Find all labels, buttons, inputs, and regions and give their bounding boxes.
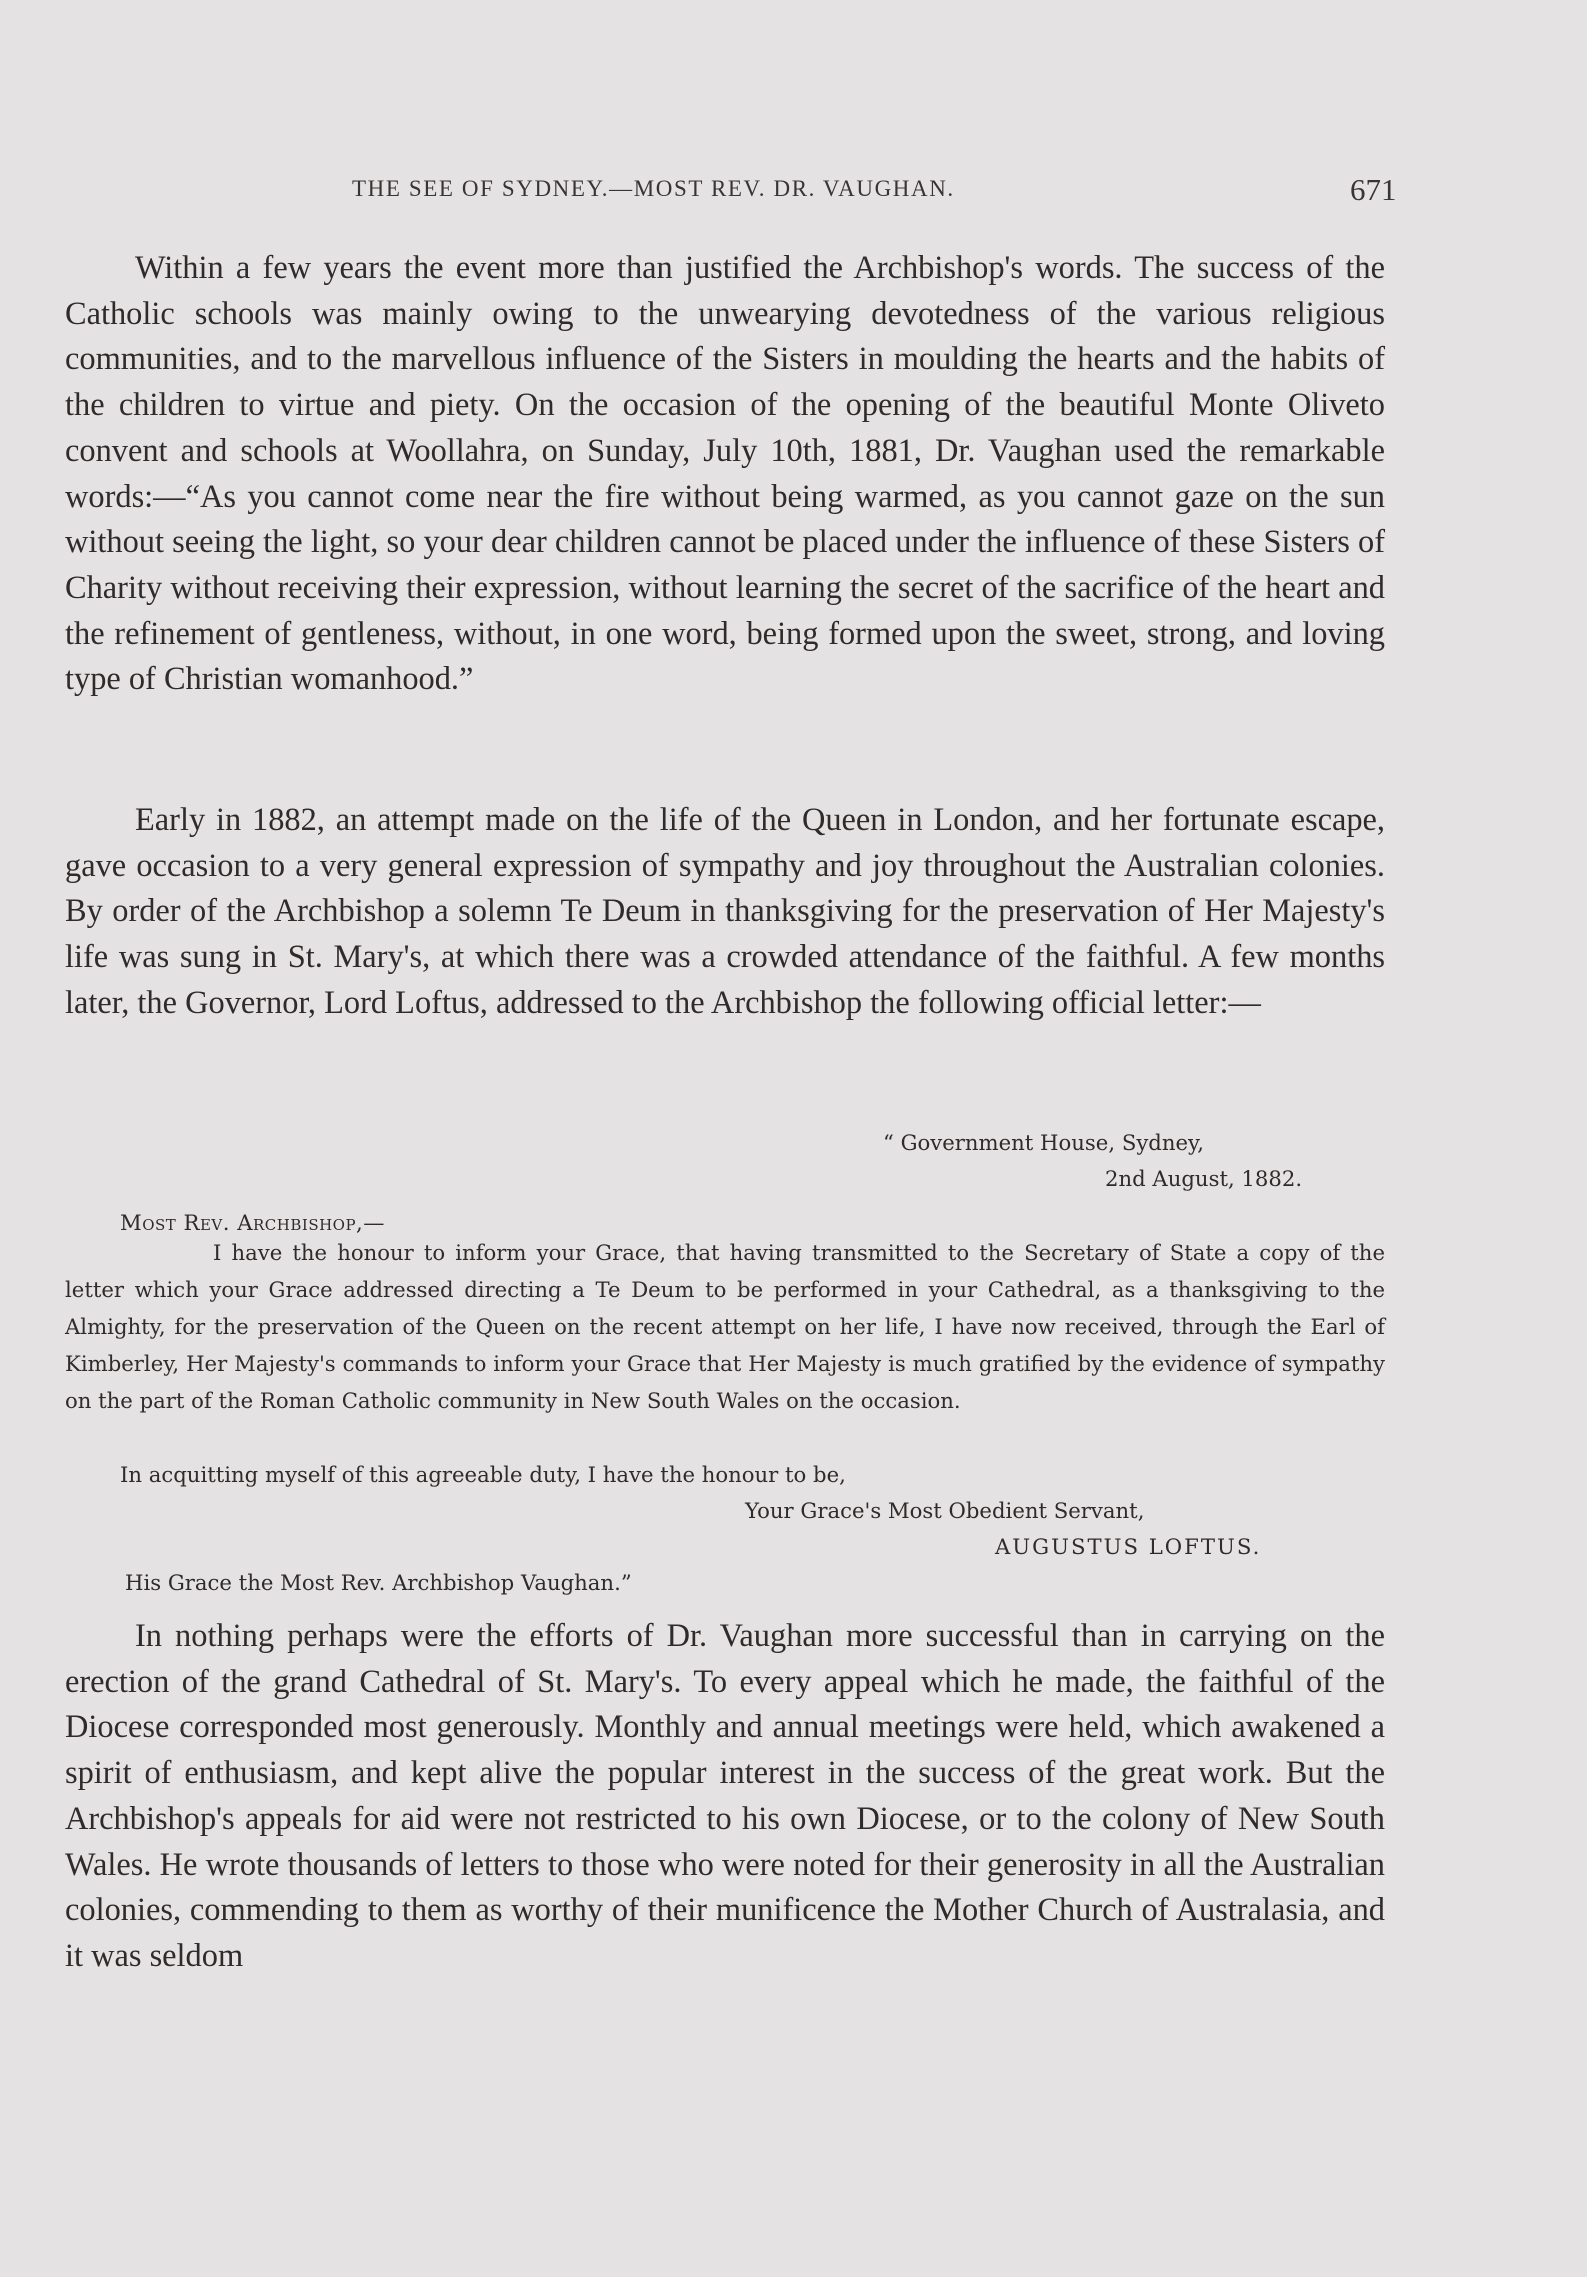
letter-body: I have the honour to inform your Grace, that having transmitted to the Secretary of State a copy of the letter which your Grace addressed directing a Te Deum to be performed in your Cathedral, as a thanksgiving to the Almighty, for the preservation of the Queen on the recent attempt on her life, I have now received, through the Earl of Kimberley, Her Majesty's commands to inform your Grace that Her Majesty is much gratified by the evidence of sympathy on the part of the Roman Catholic community in New South Wales on the occasion. [65,1240,1385,1413]
letter-dateline-date: 2nd August, 1882. [1105,1166,1303,1191]
paragraph-schools: Within a few years the event more than justified the Archbishop's words. The success of the Catholic schools was mainly owing to the unwearying devotedness of the various religious communities, and to the marvellous influence of the Sisters in moulding the hearts and the habits of the children to virtue and piety. On the occasion of the opening of the beautiful Monte Oliveto convent and schools at Woollahra, on Sunday, July 10th, 1881, Dr. Vaughan used the remarkable words:—“As you cannot come near the fire without being warmed, as you cannot gaze on the sun without seeing the light, so your dear children cannot be placed under the influence of these Sisters of Charity without receiving their expression, without learning the secret of the sacrifice of the heart and the refinement of gentleness, without, in one word, being formed upon the sweet, strong, and loving type of Christian womanhood.” [65,250,1385,698]
page-number: 671 [1350,172,1397,207]
letter-salutation: Most Rev. Archbishop,— [120,1210,385,1235]
paragraph-cathedral-appeals: In nothing perhaps were the efforts of Dr. Vaughan more successful than in carrying on the erection of the grand Cathedral of St. Mary's. To every appeal which he made, the faithful of the Diocese corresponded most generously. Monthly and annual meetings were held, which awakened a spirit of enthusiasm, and kept alive the popular interest in the success of the great work. But the Archbishop's appeals for aid were not restricted to his own Diocese, or to the colony of New South Wales. He wrote thousands of letters to those who were noted for their generosity in all the Australian colonies, commending to them as worthy of their munificence the Mother Church of Australasia, and it was seldom [65,1618,1385,1974]
running-head-title: THE SEE OF SYDNEY.—MOST REV. DR. VAUGHAN. [352,176,955,201]
letter-dateline-place: “ Government House, Sydney, [883,1130,1204,1155]
governor-letter [65,1124,1385,1594]
paragraph-queen-escape: Early in 1882, an attempt made on the life of the Queen in London, and her fortunate escape, gave occasion to a very general expression of sympathy and joy throughout the Australian colonies. By order of the Archbishop a solemn Te Deum in thanksgiving for the preservation of Her Majesty's life was sung in St. Mary's, at which there was a crowded attendance of the faithful. A few months later, the Governor, Lord Loftus, addressed to the Archbishop the following official letter:— [65,802,1385,1021]
letter-closing-sentence: In acquitting myself of this agreeable duty, I have the honour to be, [120,1462,846,1487]
letter-signature: AUGUSTUS LOFTUS. [995,1534,1262,1559]
letter-addressee: His Grace the Most Rev. Archbishop Vaughan.” [125,1570,632,1595]
running-head [0,172,1587,212]
letter-signoff: Your Grace's Most Obedient Servant, [745,1498,1145,1523]
